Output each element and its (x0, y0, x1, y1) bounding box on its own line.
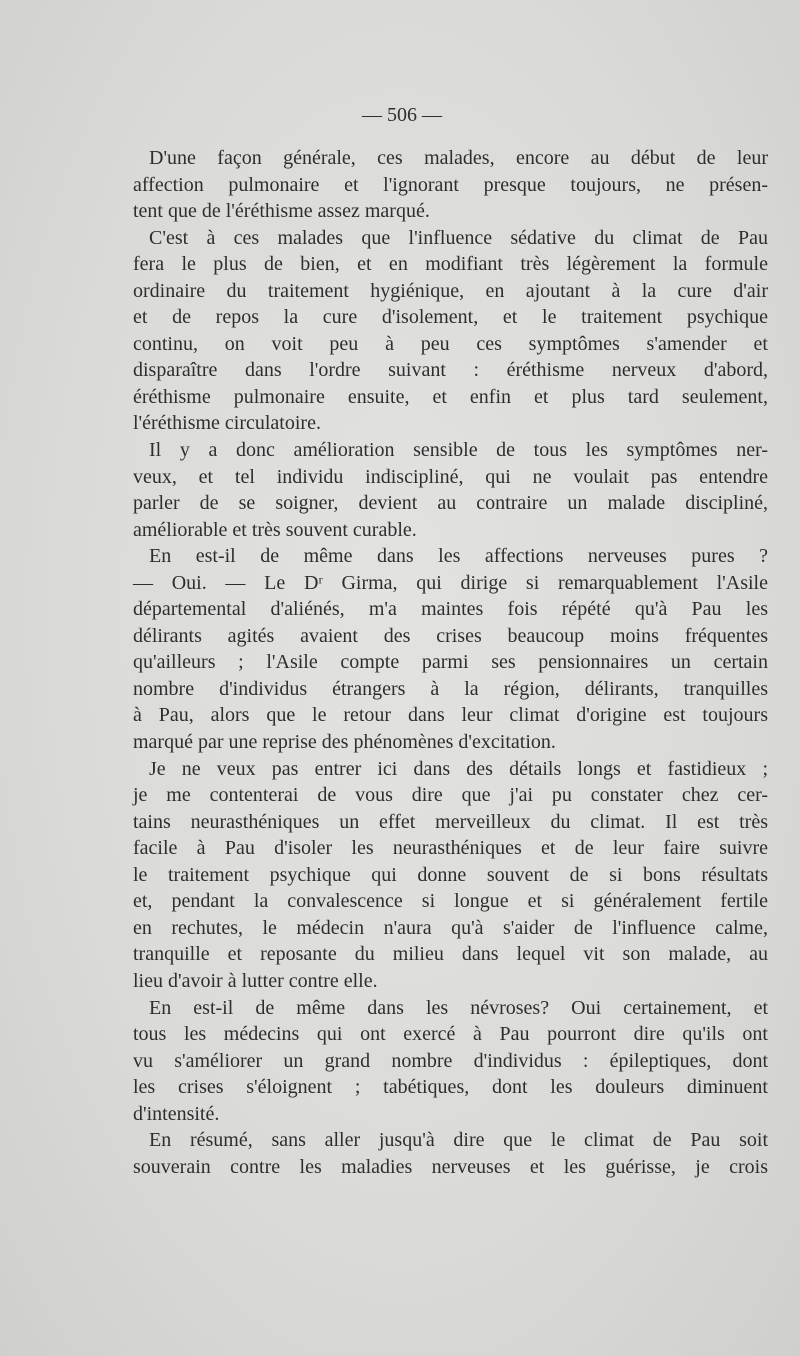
text-line: et de repos la cure d'isolement, et le traitement psychique (133, 306, 768, 329)
paragraph (133, 1127, 768, 1180)
text-line: le traitement psychique qui donne souvent de si bons résultats (133, 863, 768, 886)
page-number: — 506 — (362, 104, 442, 126)
text-line: — Oui. — Le Dʳ Girma, qui dirige si remarquablement l'Asile (133, 571, 768, 594)
text-line: tent que de l'éréthisme assez marqué. (133, 200, 430, 223)
text-line: facile à Pau d'isoler les neurasthéniques et de leur faire suivre (133, 837, 768, 860)
text-line: vu s'améliorer un grand nombre d'individus : épileptiques, dont (133, 1049, 768, 1072)
text-line: souverain contre les maladies nerveuses et les guérisse, je crois (133, 1155, 768, 1178)
text-line: tous les médecins qui ont exercé à Pau pourront dire qu'ils ont (133, 1023, 768, 1046)
paragraph (133, 437, 768, 543)
text-line: marqué par une reprise des phénomènes d'excitation. (133, 731, 556, 754)
text-line: disparaître dans l'ordre suivant : éréthisme nerveux d'abord, (133, 359, 768, 382)
text-line: ordinaire du traitement hygiénique, en ajoutant à la cure d'air (133, 279, 768, 302)
text-line: tranquille et reposante du milieu dans lequel vit son malade, au (133, 943, 768, 966)
text-line: améliorable et très souvent curable. (133, 518, 417, 541)
text-line: à Pau, alors que le retour dans leur climat d'origine est toujours (133, 704, 768, 727)
text-line: continu, on voit peu à peu ces symptômes s'amender et (133, 332, 768, 355)
text-line: en rechutes, le médecin n'aura qu'à s'aider de l'influence calme, (133, 916, 768, 939)
text-line: départemental d'aliénés, m'a maintes fois répété qu'à Pau les (133, 598, 768, 621)
body-text (133, 145, 768, 1180)
text-line: les crises s'éloignent ; tabétiques, dont les douleurs diminuent (133, 1076, 768, 1099)
paragraph (133, 756, 768, 995)
text-line: et, pendant la convalescence si longue et si généralement fertile (133, 890, 768, 913)
text-line: En est-il de même dans les névroses? Oui certainement, et (149, 996, 768, 1019)
text-line: affection pulmonaire et l'ignorant presque toujours, ne présen- (133, 173, 768, 196)
text-line: nombre d'individus étrangers à la région, délirants, tranquilles (133, 677, 768, 700)
text-line: parler de se soigner, devient au contraire un malade discipliné, (133, 492, 768, 515)
text-line: éréthisme pulmonaire ensuite, et enfin et plus tard seulement, (133, 385, 768, 408)
text-line: Je ne veux pas entrer ici dans des détails longs et fastidieux ; (149, 757, 768, 780)
paragraph (133, 995, 768, 1128)
paragraph (133, 543, 768, 755)
text-line: délirants agités avaient des crises beaucoup moins fréquentes (133, 624, 768, 647)
text-line: En est-il de même dans les affections nerveuses pures ? (149, 545, 768, 568)
text-line: lieu d'avoir à lutter contre elle. (133, 969, 378, 992)
text-line: d'intensité. (133, 1102, 220, 1125)
text-line: l'éréthisme circulatoire. (133, 412, 321, 435)
paragraph (133, 225, 768, 437)
text-line: qu'ailleurs ; l'Asile compte parmi ses pensionnaires un certain (133, 651, 768, 674)
text-line: fera le plus de bien, et en modifiant très légèrement la formule (133, 253, 768, 276)
paragraph (133, 145, 768, 225)
text-line: tains neurasthéniques un effet merveilleux du climat. Il est très (133, 810, 768, 833)
text-line: D'une façon générale, ces malades, encore au début de leur (149, 147, 768, 169)
text-line: En résumé, sans aller jusqu'à dire que le climat de Pau soit (149, 1129, 768, 1152)
text-line: je me contenterai de vous dire que j'ai pu constater chez cer- (133, 784, 768, 807)
text-line: Il y a donc amélioration sensible de tous les symptômes ner- (149, 439, 768, 462)
text-line: veux, et tel individu indiscipliné, qui ne voulait pas entendre (133, 465, 768, 488)
text-line: C'est à ces malades que l'influence sédative du climat de Pau (149, 226, 768, 249)
